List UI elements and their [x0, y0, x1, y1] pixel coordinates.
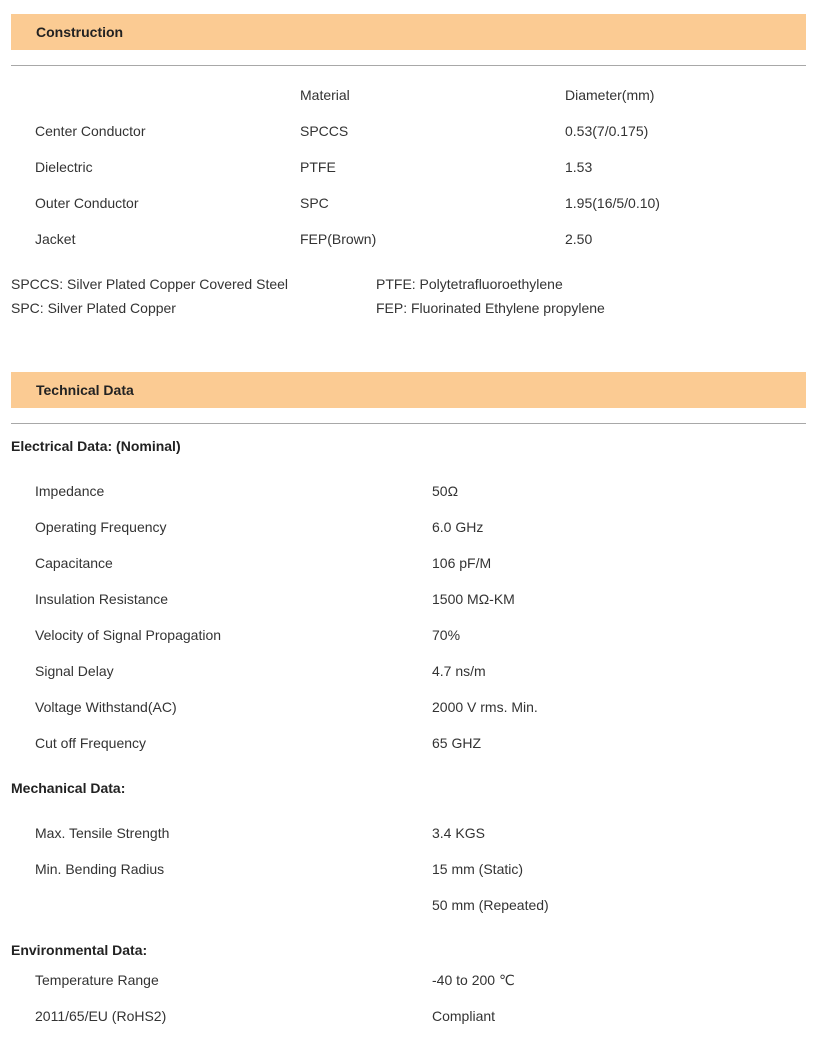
spec-label: Insulation Resistance: [35, 591, 169, 607]
spec-label: Max. Tensile Strength: [35, 825, 170, 841]
construction-divider: [11, 65, 806, 66]
spec-label: Velocity of Signal Propagation: [35, 627, 222, 643]
spec-value: 1500 MΩ-KM: [432, 591, 515, 607]
construction-row-label: Center Conductor: [35, 123, 146, 139]
spec-label: Signal Delay: [35, 663, 114, 679]
spec-label: Cut off Frequency: [35, 735, 147, 751]
spec-label: Temperature Range: [35, 972, 159, 988]
spec-label: Min. Bending Radius: [35, 861, 165, 877]
spec-label: Voltage Withstand(AC): [35, 699, 177, 715]
material-column-header: Material: [300, 87, 350, 103]
construction-row-diameter: 0.53(7/0.175): [565, 123, 649, 139]
construction-row-diameter: 1.53: [565, 159, 593, 175]
construction-row-diameter: 2.50: [565, 231, 593, 247]
construction-header: [11, 14, 806, 50]
construction-row-label: Jacket: [35, 231, 76, 247]
spec-value: 3.4 KGS: [432, 825, 485, 841]
technical-data-divider: [11, 423, 806, 424]
mechanical-data-heading: Mechanical Data:: [11, 780, 126, 796]
technical-data-header: [11, 372, 806, 408]
legend-item: FEP: Fluorinated Ethylene propylene: [376, 300, 605, 316]
spec-value: 6.0 GHz: [432, 519, 484, 535]
spec-label: Operating Frequency: [35, 519, 167, 535]
legend-item: PTFE: Polytetrafluoroethylene: [376, 276, 563, 292]
spec-label: Impedance: [35, 483, 105, 499]
spec-value: 15 mm (Static): [432, 861, 524, 877]
construction-title: Construction: [36, 24, 124, 40]
spec-value: 50 mm (Repeated): [432, 897, 549, 913]
spec-value: 65 GHZ: [432, 735, 482, 751]
construction-row-material: SPCCS: [300, 123, 349, 139]
spec-value: 2000 V rms. Min.: [432, 699, 538, 715]
spec-value: Compliant: [432, 1008, 496, 1024]
spec-value: 106 pF/M: [432, 555, 492, 571]
legend-item: SPC: Silver Plated Copper: [11, 300, 176, 316]
spec-label: Capacitance: [35, 555, 113, 571]
legend-item: SPCCS: Silver Plated Copper Covered Steel: [11, 276, 289, 292]
construction-row-material: PTFE: [300, 159, 336, 175]
spec-label: 2011/65/EU (RoHS2): [35, 1008, 167, 1024]
electrical-data-heading: Electrical Data: (Nominal): [11, 438, 181, 454]
diameter-column-header: Diameter(mm): [565, 87, 655, 103]
construction-row-label: Outer Conductor: [35, 195, 139, 211]
construction-row-diameter: 1.95(16/5/0.10): [565, 195, 660, 211]
construction-row-material: SPC: [300, 195, 329, 211]
spec-value: -40 to 200 ℃: [432, 972, 515, 988]
construction-row-material: FEP(Brown): [300, 231, 377, 247]
spec-value: 4.7 ns/m: [432, 663, 486, 679]
construction-row-label: Dielectric: [35, 159, 93, 175]
environmental-data-heading: Environmental Data:: [11, 942, 148, 958]
technical-data-title: Technical Data: [36, 382, 134, 398]
spec-value: 70%: [432, 627, 461, 643]
spec-value: 50Ω: [432, 483, 459, 499]
